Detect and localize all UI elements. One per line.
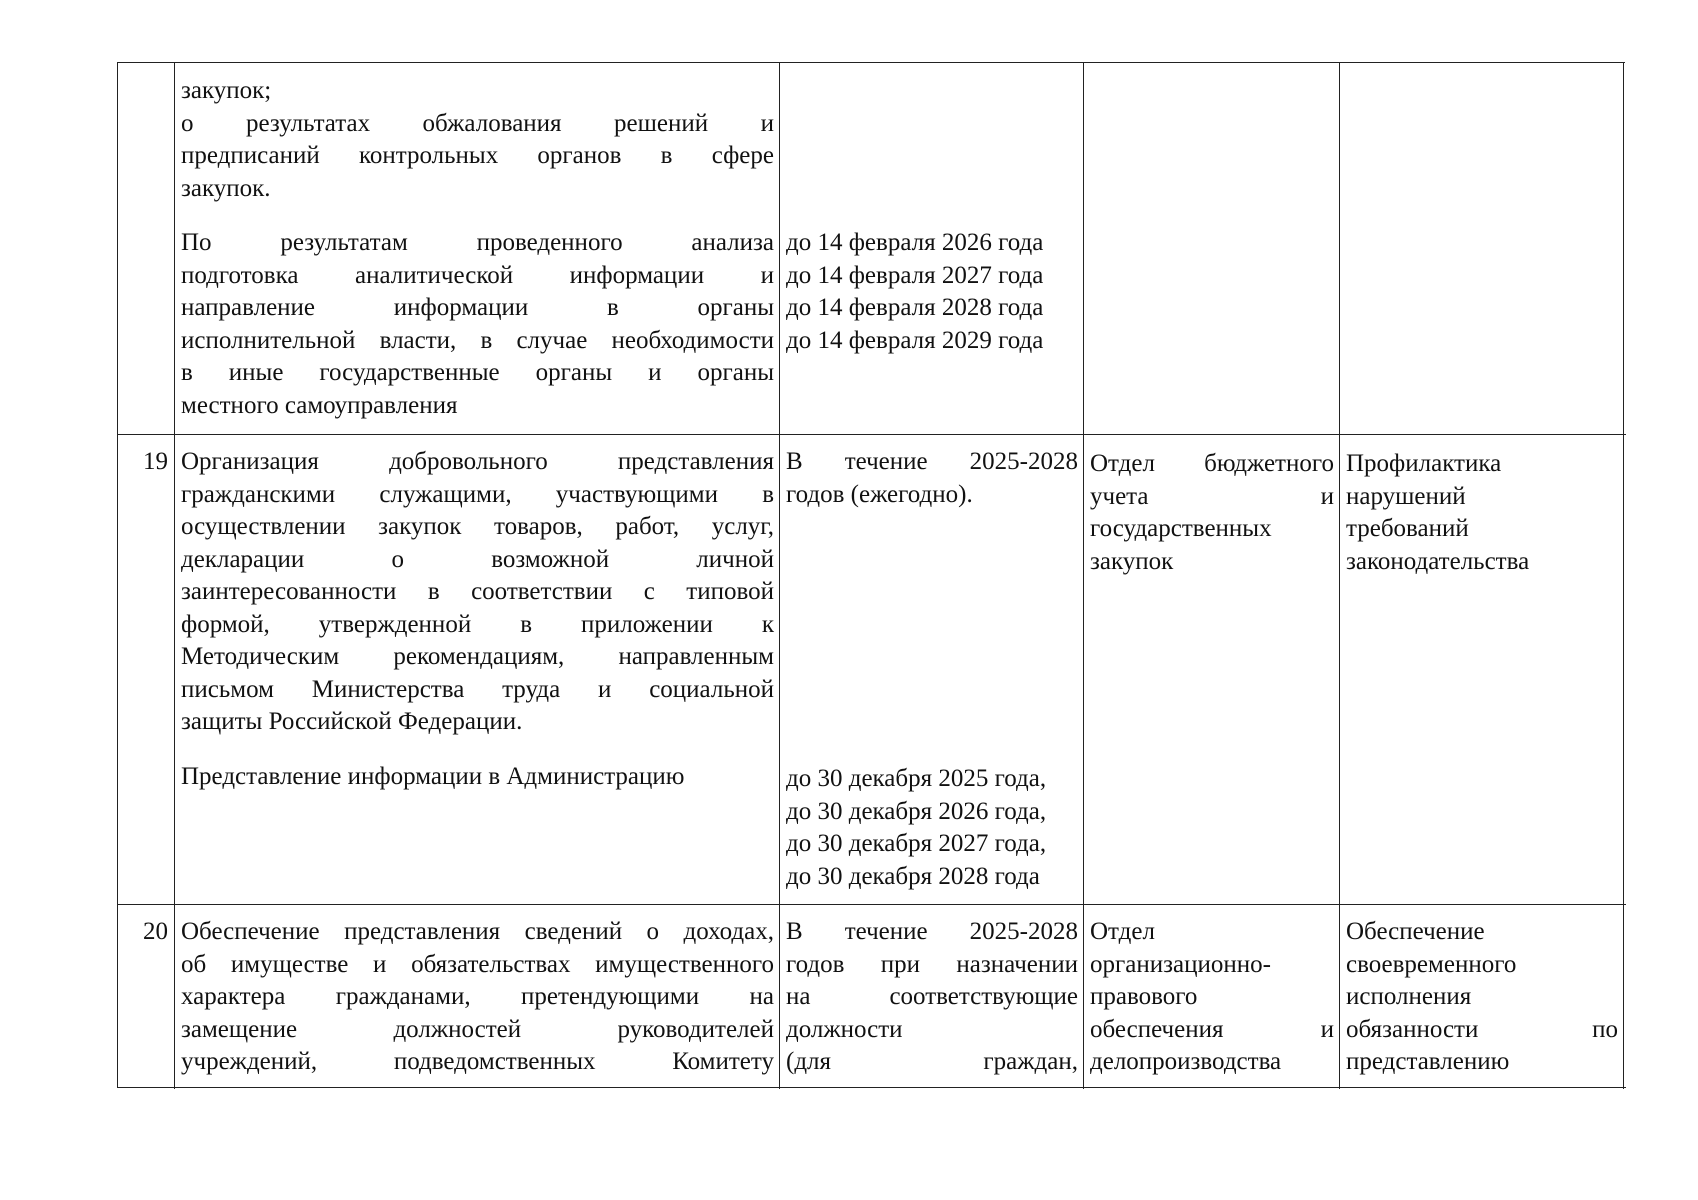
- row-cont-description: [181, 75, 774, 205]
- text-line: Профилактика: [1346, 450, 1502, 477]
- row-20-description: [181, 916, 774, 1079]
- text-line: правового: [1090, 983, 1198, 1010]
- text-line: до 14 февраля 2028 года: [786, 294, 1044, 321]
- row-19-description: [181, 446, 774, 739]
- row-19-responsible: [1090, 448, 1334, 578]
- row-divider-19: [118, 434, 1626, 435]
- text-line: Отдел: [1090, 918, 1155, 945]
- row-19-term: [786, 446, 1078, 511]
- text-line: Отдел бюджетного: [1090, 450, 1334, 477]
- text-line: учета и: [1090, 482, 1334, 510]
- row-20-number: 20: [143, 918, 168, 945]
- text-line: закупок: [1090, 547, 1174, 575]
- text-line: об имуществе и обязательствах имущественного: [181, 950, 774, 978]
- text-line: на соответствующие: [786, 983, 1078, 1010]
- text-line: до 30 декабря 2026 года,: [786, 797, 1047, 825]
- text-line: до 14 февраля 2026 года: [786, 229, 1044, 256]
- row-cont-deadlines: [786, 227, 1078, 357]
- plan-table: [117, 62, 1625, 1088]
- text-line: Методическим рекомендациям, направленным: [181, 643, 774, 670]
- text-line: законодательства: [1346, 547, 1530, 575]
- text-line: до 30 декабря 2027 года,: [786, 830, 1047, 857]
- text-line: обязанности по: [1346, 1015, 1618, 1043]
- text-line: предписаний контрольных органов в сфере: [181, 142, 774, 169]
- text-line: о результатах обжалования решений и: [181, 109, 774, 137]
- text-line: формой, утвержденной в приложении к: [181, 610, 774, 638]
- text-line: делопроизводства: [1090, 1048, 1282, 1075]
- text-line: заинтересованности в соответствии с типовой: [181, 578, 774, 605]
- text-line: исполнительной власти, в случае необходимости: [181, 326, 774, 354]
- text-line: Представление информации в Администрацию: [181, 763, 685, 790]
- text-line: характера гражданами, претендующими на: [181, 983, 774, 1010]
- table-bottom: [118, 1087, 1626, 1088]
- text-line: годов при назначении: [786, 950, 1078, 978]
- text-line: письмом Министерства труда и социальной: [181, 675, 774, 703]
- row-20-responsible: [1090, 916, 1334, 1079]
- text-line: организационно-: [1090, 950, 1271, 978]
- col-divider-right: [1623, 63, 1624, 1089]
- row-20-term: [786, 916, 1078, 1079]
- row-20-result: [1346, 916, 1618, 1079]
- text-line: осуществлении закупок товаров, работ, услуг,: [181, 513, 774, 540]
- text-line: Обеспечение представления сведений о доходах,: [181, 918, 774, 945]
- text-line: годов (ежегодно).: [786, 480, 973, 508]
- text-line: представлению: [1346, 1048, 1510, 1075]
- text-line: местного самоуправления: [181, 391, 458, 419]
- text-line: гражданскими служащими, участвующими в: [181, 480, 774, 508]
- row-19-result: [1346, 448, 1618, 578]
- text-line: исполнения: [1346, 983, 1472, 1010]
- text-line: до 30 декабря 2025 года,: [786, 765, 1047, 792]
- text-line: По результатам проведенного анализа: [181, 229, 774, 256]
- row-divider-20: [118, 904, 1626, 905]
- text-line: В течение 2025-2028: [786, 918, 1078, 945]
- text-line: (для граждан,: [786, 1048, 1078, 1075]
- text-line: подготовка аналитической информации и: [181, 261, 774, 289]
- text-line: Организация добровольного представления: [181, 448, 774, 475]
- text-line: государственных: [1090, 515, 1272, 542]
- text-line: требований: [1346, 515, 1469, 542]
- col-divider-2: [779, 63, 780, 1089]
- row-cont-analysis: [181, 227, 774, 422]
- row-19-report: [181, 761, 774, 794]
- text-line: до 30 декабря 2028 года: [786, 862, 1040, 890]
- text-line: направление информации в органы: [181, 294, 774, 321]
- text-line: учреждений, подведомственных Комитету: [181, 1048, 774, 1075]
- row-19-number: 19: [143, 448, 168, 475]
- text-line: Обеспечение: [1346, 918, 1485, 945]
- col-divider-3: [1083, 63, 1084, 1089]
- text-line: В течение 2025-2028: [786, 448, 1078, 475]
- text-line: до 14 февраля 2029 года: [786, 326, 1044, 354]
- text-line: закупок;: [181, 77, 272, 104]
- col-divider-4: [1339, 63, 1340, 1089]
- text-line: должности: [786, 1015, 903, 1043]
- text-line: в иные государственные органы и органы: [181, 359, 774, 386]
- text-line: до 14 февраля 2027 года: [786, 261, 1044, 289]
- text-line: своевременного: [1346, 950, 1517, 978]
- text-line: защиты Российской Федерации.: [181, 708, 523, 735]
- text-line: закупок.: [181, 174, 271, 202]
- col-divider-1: [174, 63, 175, 1089]
- text-line: замещение должностей руководителей: [181, 1015, 774, 1043]
- text-line: декларации о возможной личной: [181, 545, 774, 573]
- row-19-deadlines: [786, 763, 1078, 893]
- text-line: обеспечения и: [1090, 1015, 1334, 1043]
- text-line: нарушений: [1346, 482, 1466, 510]
